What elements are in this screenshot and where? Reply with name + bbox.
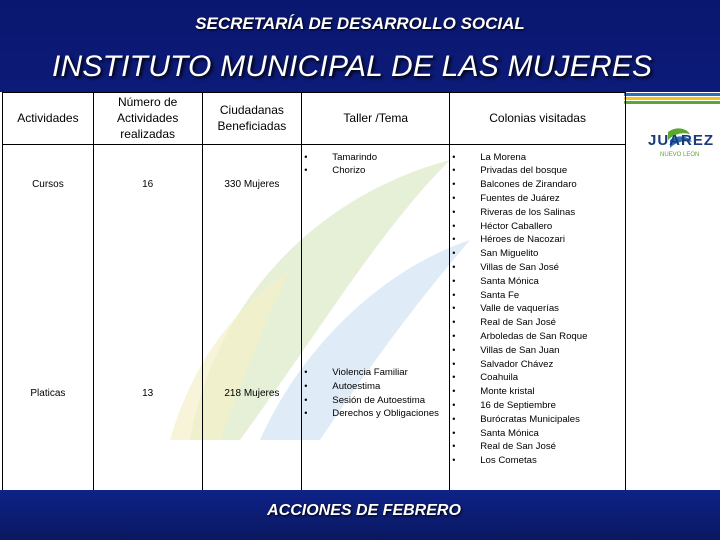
list-item: • Los Cometas <box>452 454 625 468</box>
header-count: Número de Actividades realizadas <box>93 93 202 145</box>
list-item: • Balcones de Zirandaro <box>452 178 625 192</box>
list-item: • Santa Fe <box>452 289 625 303</box>
footer-title: ACCIONES DE FEBRERO <box>267 502 461 519</box>
activity-label: Cursos <box>32 178 64 190</box>
blue-stripe <box>624 93 720 96</box>
list-item: • Villas de San Juan <box>452 344 625 358</box>
activity-count: 16 <box>142 178 154 190</box>
activity-count: 13 <box>142 388 154 400</box>
activities-table <box>2 92 626 496</box>
yellow-stripe <box>624 97 720 100</box>
beneficiaries-cell <box>202 144 302 354</box>
list-item: • Sesión de Autoestima <box>304 394 449 408</box>
list-item: • Derechos y Obligaciones <box>304 407 449 421</box>
list-item: • 16 de Septiembre <box>452 399 625 413</box>
list-item: • Salvador Chávez <box>452 358 625 372</box>
colonias-list <box>450 145 625 468</box>
colonias-cell <box>450 144 626 496</box>
beneficiaries-value: 218 Mujeres <box>224 388 280 400</box>
green-stripe <box>624 101 720 104</box>
list-item: • Monte kristal <box>452 385 625 399</box>
activity-cell <box>3 354 94 496</box>
department-title: SECRETARÍA DE DESARROLLO SOCIAL <box>195 14 525 33</box>
list-item: • San Miguelito <box>452 247 625 261</box>
topics-cell <box>302 144 450 354</box>
list-item: • Coahuila <box>452 371 625 385</box>
list-item: • Chorizo <box>304 164 449 178</box>
table-row <box>3 144 626 354</box>
header-activities: Actividades <box>3 93 94 145</box>
list-item: • Fuentes de Juárez <box>452 192 625 206</box>
activity-label: Platicas <box>30 388 66 400</box>
list-item: • Violencia Familiar <box>304 366 449 380</box>
table-header-row <box>3 93 626 145</box>
list-item: • Real de San José <box>452 316 625 330</box>
topics-list <box>302 145 449 179</box>
beneficiaries-value: 330 Mujeres <box>224 178 280 190</box>
list-item: • Riveras de los Salinas <box>452 206 625 220</box>
list-item: • Arboledas de San Roque <box>452 330 625 344</box>
institute-title: INSTITUTO MUNICIPAL DE LAS MUJERES <box>52 50 653 83</box>
list-item: • Villas de San José <box>452 261 625 275</box>
topics-list <box>302 354 449 421</box>
list-item: • Héctor Caballero <box>452 220 625 234</box>
logo-word: JUAREZ <box>648 132 715 149</box>
count-cell <box>93 144 202 354</box>
list-item: • Valle de vaquerías <box>452 302 625 316</box>
header-colonias: Colonias visitadas <box>450 93 626 145</box>
list-item: • Tamarindo <box>304 151 449 165</box>
logo-subtitle: NUEVO LEON <box>660 152 700 158</box>
header-beneficiaries: Ciudadanas Beneficiadas <box>202 93 302 145</box>
list-item: • Autoestima <box>304 380 449 394</box>
list-item: • La Morena <box>452 151 625 165</box>
beneficiaries-cell <box>202 354 302 496</box>
activity-cell <box>3 144 94 354</box>
list-item: • Privadas del bosque <box>452 164 625 178</box>
list-item: • Real de San José <box>452 440 625 454</box>
list-item: • Burócratas Municipales <box>452 413 625 427</box>
list-item: • Santa Mónica <box>452 427 625 441</box>
list-item: • Santa Mónica <box>452 275 625 289</box>
header-topic: Taller /Tema <box>302 93 450 145</box>
list-item: • Héroes de Nacozari <box>452 233 625 247</box>
topics-cell <box>302 354 450 496</box>
count-cell <box>93 354 202 496</box>
